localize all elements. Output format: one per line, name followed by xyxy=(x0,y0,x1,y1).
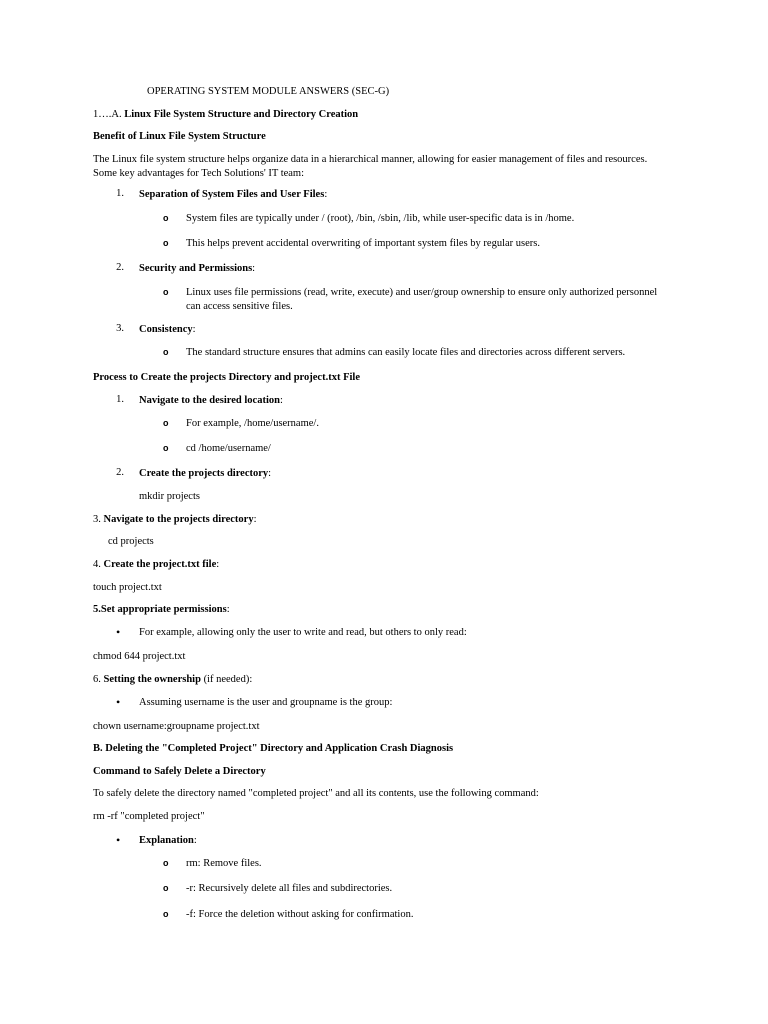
delete-command: rm -rf "completed project" xyxy=(93,811,205,822)
list-number: 2. xyxy=(116,467,124,478)
benefit-intro: The Linux file system structure helps organize data in a hierarchical manner, allowing for easier management of files and resources. Some key advantages for Tech Solutions' IT team: xyxy=(93,154,648,179)
section-b-heading: B. Deleting the "Completed Project" Directory and Application Crash Diagnosis xyxy=(93,743,454,754)
section-a-prefix: 1….A. xyxy=(93,109,125,120)
section-a-heading xyxy=(93,108,358,122)
benefit-title-3: Consistency: xyxy=(139,324,196,335)
step-title-6: 6. Setting the ownership (if needed): xyxy=(93,674,253,685)
hollow-bullet-icon: o xyxy=(163,238,169,248)
list-number: 1. xyxy=(116,188,124,199)
delete-intro: To safely delete the directory named "completed project" and all its contents, use the following command: xyxy=(93,788,539,799)
explanation-item: rm: Remove files. xyxy=(186,858,262,869)
hollow-bullet-icon: o xyxy=(163,347,169,357)
step-command: mkdir projects xyxy=(139,491,200,502)
process-heading: Process to Create the projects Directory and project.txt File xyxy=(93,372,360,383)
step-title-4: 4. Create the project.txt file: xyxy=(93,559,220,570)
explanation-label: Explanation: xyxy=(139,835,197,846)
list-number: 3. xyxy=(116,323,124,334)
step-bullet: For example, /home/username/. xyxy=(186,418,319,429)
hollow-bullet-icon: o xyxy=(163,909,169,919)
hollow-bullet-icon: o xyxy=(163,418,169,428)
benefit-title-1: Separation of System Files and User Files: xyxy=(139,189,328,200)
benefit-bullet: This helps prevent accidental overwriting of important system files by regular users. xyxy=(186,238,540,249)
step-title-5: 5.Set appropriate permissions: xyxy=(93,604,230,615)
step-title-3: 3. Navigate to the projects directory: xyxy=(93,514,257,525)
hollow-bullet-icon: o xyxy=(163,287,169,297)
benefit-bullet: System files are typically under / (root), /bin, /sbin, /lib, while user-specific data is in /home. xyxy=(186,213,575,224)
benefit-bullet: Linux uses file permissions (read, write, execute) and user/group ownership to ensure only authorized personnel can access sensitive files. xyxy=(186,287,658,312)
step-bullet: Assuming username is the user and groupname is the group: xyxy=(139,697,393,708)
hollow-bullet-icon: o xyxy=(163,213,169,223)
solid-bullet-icon: • xyxy=(116,695,121,709)
solid-bullet-icon: • xyxy=(116,625,121,639)
delete-command-heading: Command to Safely Delete a Directory xyxy=(93,766,266,777)
step-command: chown username:groupname project.txt xyxy=(93,721,260,732)
list-number: 1. xyxy=(116,394,124,405)
section-a-title: Linux File System Structure and Directory Creation xyxy=(124,109,359,120)
benefit-heading: Benefit of Linux File System Structure xyxy=(93,131,266,142)
step-title-1: Navigate to the desired location: xyxy=(139,395,283,406)
hollow-bullet-icon: o xyxy=(163,858,169,868)
step-title-2: Create the projects directory: xyxy=(139,468,272,479)
benefit-title-2: Security and Permissions: xyxy=(139,263,256,274)
benefit-bullet: The standard structure ensures that admins can easily locate files and directories across different servers. xyxy=(186,347,626,358)
step-command: cd projects xyxy=(108,536,154,547)
document-title: OPERATING SYSTEM MODULE ANSWERS (SEC-G) xyxy=(147,86,390,97)
explanation-item: -r: Recursively delete all files and subdirectories. xyxy=(186,883,393,894)
step-command: chmod 644 project.txt xyxy=(93,651,186,662)
step-bullet: For example, allowing only the user to write and read, but others to only read: xyxy=(139,627,467,638)
solid-bullet-icon: • xyxy=(116,833,121,847)
explanation-item: -f: Force the deletion without asking for confirmation. xyxy=(186,909,414,920)
hollow-bullet-icon: o xyxy=(163,443,169,453)
list-number: 2. xyxy=(116,262,124,273)
hollow-bullet-icon: o xyxy=(163,883,169,893)
step-command: touch project.txt xyxy=(93,582,162,593)
step-bullet: cd /home/username/ xyxy=(186,443,271,454)
